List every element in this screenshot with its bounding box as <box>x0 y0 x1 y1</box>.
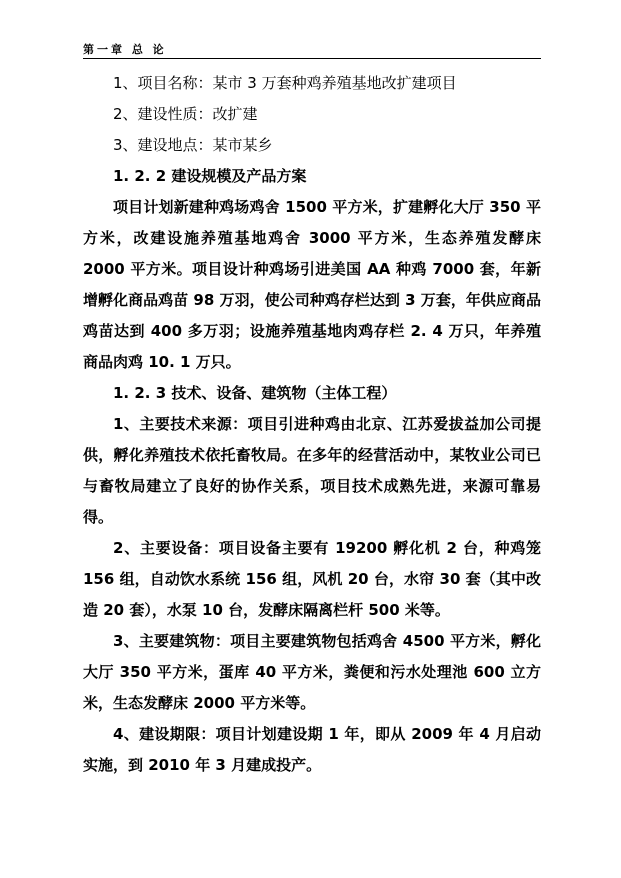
paragraph-construction-period: 4、建设期限：项目计划建设期 1 年，即从 2009 年 4 月启动实施，到 2010 年 3 月建成投产。 <box>83 725 541 774</box>
chapter-title: 第一章 总 论 <box>83 43 167 56</box>
paragraph-scale: 项目计划新建种鸡场鸡舍 1500 平方米，扩建孵化大厅 350 平方米，改建设施养殖基地鸡舍 3000 平方米，生态养殖发酵床 2000 平方米。项目设计种鸡场引进美国 AA 种鸡 7000 套，年新增孵化商品鸡苗 98 万羽，使公司种鸡存栏达到 3 万套，年供应商品鸡苗达到 400 多万羽；设施养殖基地肉鸡存栏 2. 4 万只，年养殖商品肉鸡 10. 1 万只。 <box>83 198 541 371</box>
page-header <box>83 40 541 59</box>
paragraph-buildings: 3、主要建筑物：项目主要建筑物包括鸡舍 4500 平方米，孵化大厅 350 平方米，蛋库 40 平方米，粪便和污水处理池 600 立方米，生态发酵床 2000 平方米等。 <box>83 632 541 712</box>
paragraph-technology-source: 1、主要技术来源：项目引进种鸡由北京、江苏爱拔益加公司提供，孵化养殖技术依托畜牧局。在多年的经营活动中，某牧业公司已与畜牧局建立了良好的协作关系，项目技术成熟先进，来源可靠易得。 <box>83 415 541 526</box>
section-heading-technology: 1. 2. 3 技术、设备、建筑物（主体工程） <box>113 384 397 402</box>
item-project-name: 1、项目名称：某市 3 万套种鸡养殖基地改扩建项目 <box>113 74 457 92</box>
item-project-nature: 2、建设性质：改扩建 <box>113 105 258 123</box>
document-body <box>83 68 541 781</box>
item-project-location: 3、建设地点：某市某乡 <box>113 136 273 154</box>
paragraph-equipment: 2、主要设备：项目设备主要有 19200 孵化机 2 台，种鸡笼 156 组，自动饮水系统 156 组，风机 20 台，水帘 30 套（其中改造 20 套），水泵 10 台，发酵床隔离栏杆 500 米等。 <box>83 539 541 619</box>
section-heading-scale: 1. 2. 2 建设规模及产品方案 <box>113 167 307 185</box>
